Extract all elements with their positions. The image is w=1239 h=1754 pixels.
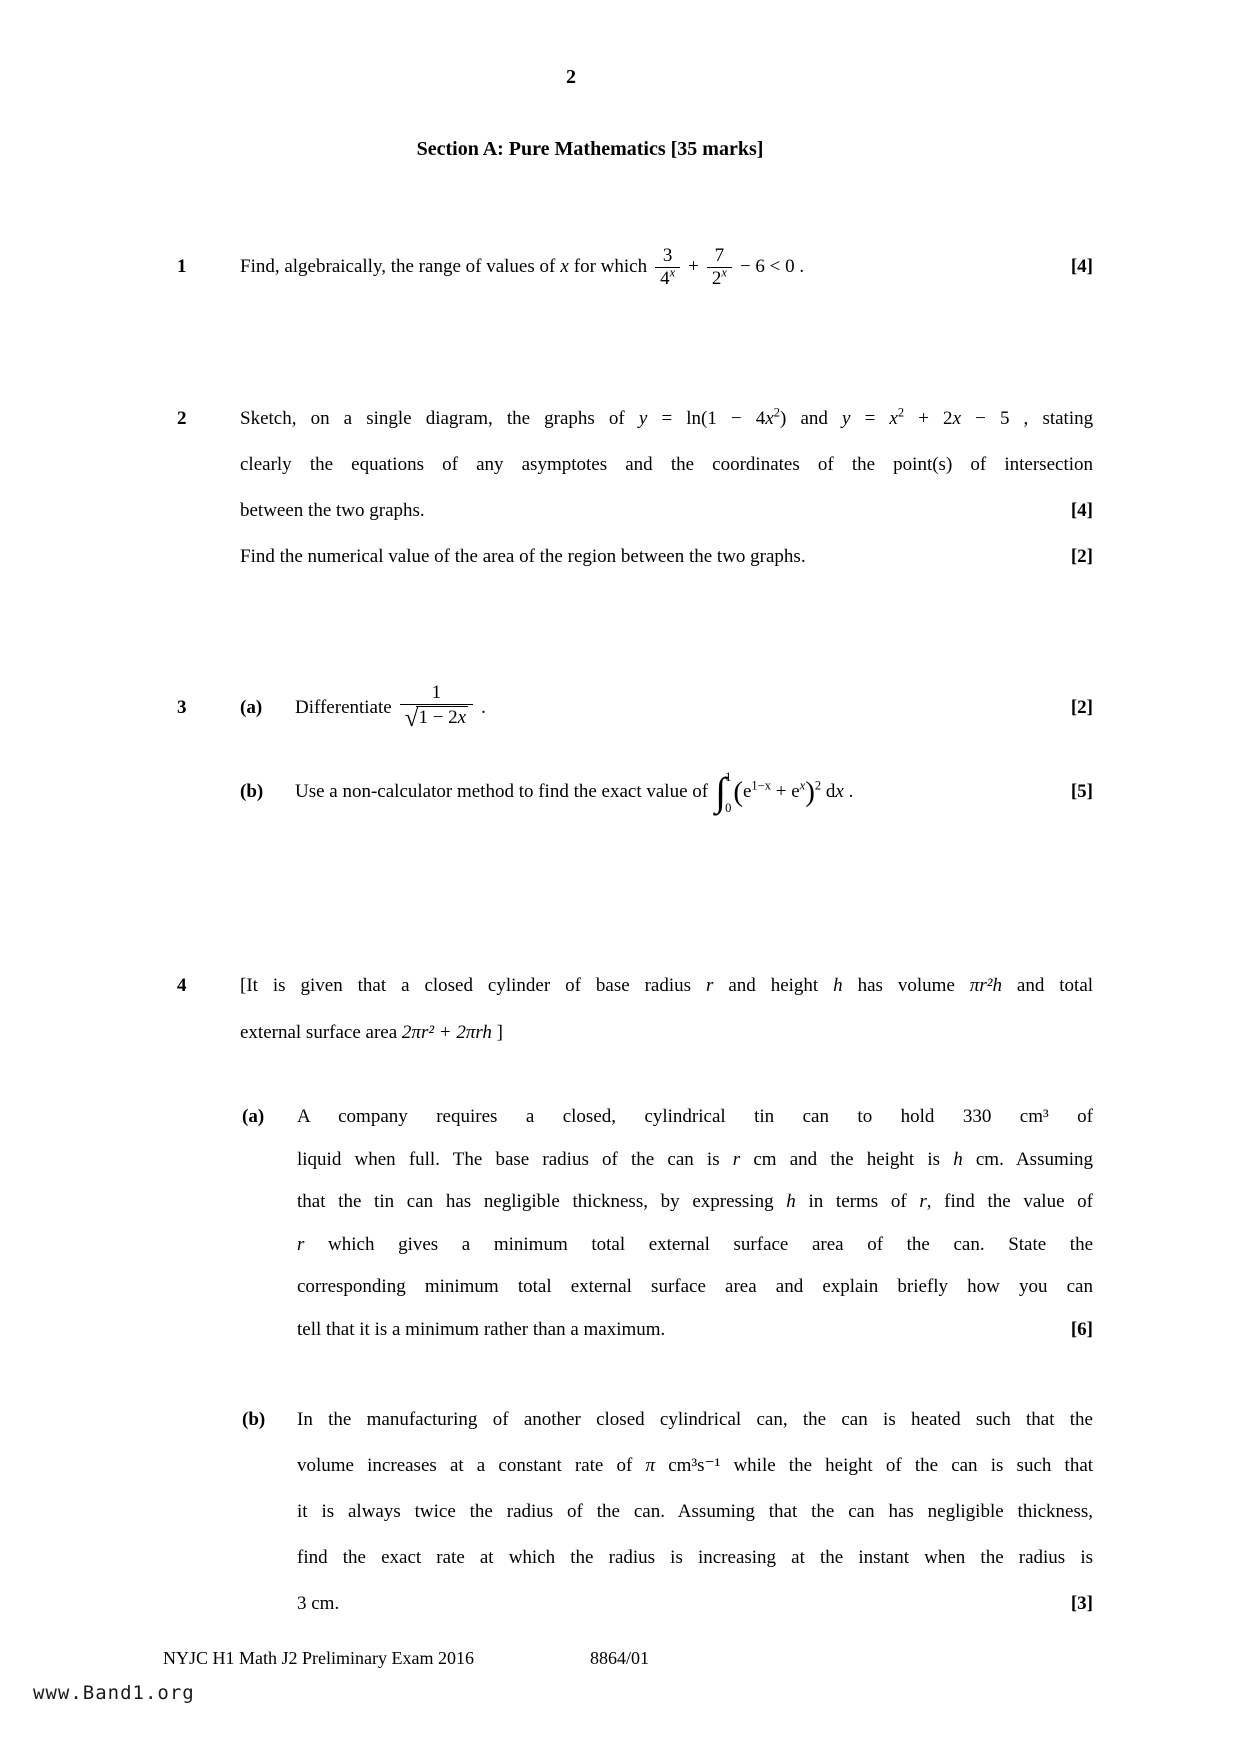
q4b-label: (b) xyxy=(242,1409,266,1430)
q4b-line1: In the manufacturing of another closed cylindrical can, the can is heated such that the xyxy=(297,1409,1093,1430)
q4a-l3b: in terms of xyxy=(808,1191,907,1212)
radicand-text: 1 − 2 xyxy=(418,707,458,729)
question-3a xyxy=(177,676,1093,740)
q2-var-x3: x xyxy=(952,408,961,429)
q4a-line3 xyxy=(297,1181,1093,1224)
q4b-l2a: volume increases at a constant rate of xyxy=(297,1455,633,1476)
close-paren: ) xyxy=(805,775,815,808)
q4a-line1: A company requires a closed, cylindrical tin can to hold 330 cm³ of xyxy=(297,1106,1093,1127)
q4a-line6 xyxy=(297,1309,1093,1352)
q4b-l5-text: 3 cm. xyxy=(297,1593,340,1614)
q2-line4 xyxy=(240,534,1093,580)
q4a-marks: [6] xyxy=(1070,1318,1093,1340)
radical-sign: √ xyxy=(404,705,419,733)
footer-paper-code: 8864/01 xyxy=(590,1648,650,1668)
question-4a xyxy=(177,1096,1093,1351)
q3a-text: Differentiate xyxy=(295,697,392,718)
q4a-var-h: h xyxy=(953,1148,963,1170)
page-number: 2 xyxy=(566,66,576,88)
integral-sign: ∫ xyxy=(715,769,727,814)
section-title: Section A: Pure Mathematics [35 marks] xyxy=(416,138,764,160)
question-1-number: 1 xyxy=(177,256,187,277)
e1-exponent: 1−x xyxy=(751,778,771,793)
q4a-line4 xyxy=(297,1224,1093,1267)
q4-intro-l1b: and height xyxy=(728,975,819,996)
q2-line1-post: stating xyxy=(1042,408,1094,429)
q2-tail2: − 5 , xyxy=(975,408,1029,429)
q1-inequality-tail: − 6 < 0 . xyxy=(739,256,805,277)
question-1 xyxy=(177,232,1093,302)
q4-intro-line2 xyxy=(240,1009,1093,1056)
watermark-url: www.Band1.org xyxy=(33,1682,195,1704)
q1-frac2-den-exponent: x xyxy=(721,265,727,280)
q2-var-x1: x xyxy=(765,408,774,429)
q3a-frac-numerator: 1 xyxy=(431,682,442,704)
radicand-var-x: x xyxy=(457,707,467,729)
q2-line4-text: Find the numerical value of the area of the region between the two graphs. xyxy=(240,546,806,567)
differential-d: d xyxy=(825,780,836,802)
integral-upper-limit: 1 xyxy=(725,769,732,784)
q2-marks-area: [2] xyxy=(1070,546,1093,567)
question-4b xyxy=(177,1397,1093,1627)
q2-var-y1: y xyxy=(638,408,648,429)
q1-marks: [4] xyxy=(1070,256,1093,277)
q1-text-mid: for which xyxy=(573,256,648,277)
q4a-line2 xyxy=(297,1139,1093,1182)
q2-var-x2: x xyxy=(889,408,898,429)
q4a-l2c: cm. Assuming xyxy=(975,1148,1094,1170)
q4a-l4: which gives a minimum total external surface area of the can. State the xyxy=(328,1233,1094,1255)
q4b-line3: it is always twice the radius of the can. Assuming that the can has negligible thickness, xyxy=(297,1501,1093,1522)
page-footer xyxy=(0,1648,1239,1670)
open-paren: ( xyxy=(733,775,743,808)
q4a-var-r3: r xyxy=(297,1233,305,1255)
q4b-line2 xyxy=(297,1443,1093,1489)
q4-intro-l2a: external surface area xyxy=(240,1022,398,1043)
q4-intro-l1c: has volume xyxy=(857,975,955,996)
q2-open-paren: ( xyxy=(701,408,708,429)
q2-sup1: 2 xyxy=(773,405,780,420)
q4-intro-l2b: ] xyxy=(496,1022,503,1043)
q4-volume-formula: πr²h xyxy=(969,975,1002,996)
plus-operator: + xyxy=(775,780,787,802)
q4a-line5: corresponding minimum total external surface area and explain briefly how you can xyxy=(297,1276,1093,1297)
q4a-l2a: liquid when full. The base radius of the can is xyxy=(297,1148,720,1170)
footer-exam-title: NYJC H1 Math J2 Preliminary Exam 2016 xyxy=(163,1648,474,1668)
q2-inner1: 1 − 4 xyxy=(707,408,766,429)
q3a-fraction xyxy=(400,682,473,734)
q4b-marks: [3] xyxy=(1070,1593,1093,1614)
q4a-var-h2: h xyxy=(786,1191,796,1212)
q2-var-y2: y xyxy=(842,408,851,429)
q4-var-h: h xyxy=(833,975,843,996)
question-2 xyxy=(177,396,1093,580)
q1-fraction-1 xyxy=(655,245,680,290)
q1-text-pre: Find, algebraically, the range of values of xyxy=(240,256,556,277)
q2-and: and xyxy=(800,408,828,429)
q2-line3-text: between the two graphs. xyxy=(240,500,425,521)
q1-frac2-numerator: 7 xyxy=(714,244,725,266)
e2-base: e xyxy=(791,780,800,802)
e1-base: e xyxy=(742,780,752,802)
q1-frac1-numerator: 3 xyxy=(662,244,673,266)
q3a-period: . xyxy=(481,697,486,718)
q1-frac2-denominator xyxy=(707,267,732,290)
question-4-intro xyxy=(177,962,1093,1056)
q4b-l2c: while the height of the can is such that xyxy=(733,1455,1094,1476)
q2-eq2: = xyxy=(864,408,876,429)
q1-frac1-denominator xyxy=(655,267,680,290)
q4b-pi: π xyxy=(645,1455,656,1476)
integral-lower-limit: 0 xyxy=(725,800,732,815)
q4a-l2b: cm and the height is xyxy=(753,1148,941,1170)
q1-var-x: x xyxy=(560,256,569,277)
integral-symbol xyxy=(715,769,731,816)
integral-limits xyxy=(725,769,731,816)
q4-intro-line1 xyxy=(240,962,1093,1009)
q1-frac2-den-base: 2 xyxy=(711,267,722,289)
q3a-frac-denominator xyxy=(400,704,473,734)
q3b-label: (b) xyxy=(240,781,264,802)
differential-x: x xyxy=(835,780,844,802)
q4b-line4: find the exact rate at which the radius is increasing at the instant when the radius is xyxy=(297,1547,1093,1568)
q2-sup2: 2 xyxy=(897,405,905,420)
q4-surface-area-formula: 2πr² + 2πrh xyxy=(401,1022,492,1043)
square-exponent: 2 xyxy=(814,778,822,793)
question-3b xyxy=(177,760,1093,824)
q4a-l3c: , find the value of xyxy=(926,1191,1094,1212)
q2-line1-pre: Sketch, on a single diagram, the graphs of xyxy=(240,408,625,429)
q2-line2: clearly the equations of any asymptotes and the coordinates of the point(s) of intersection xyxy=(240,454,1093,475)
q1-frac1-den-base: 4 xyxy=(660,267,670,289)
q2-eq-ln: = ln xyxy=(661,408,702,429)
question-2-number: 2 xyxy=(177,408,187,429)
q1-frac1-den-exponent: x xyxy=(669,265,676,280)
q1-fraction-2 xyxy=(707,245,732,290)
q4-intro-l1d: and total xyxy=(1016,975,1094,996)
q2-marks-sketch: [4] xyxy=(1070,500,1093,521)
q4a-var-r: r xyxy=(732,1148,741,1170)
e2-exponent: x xyxy=(799,778,806,793)
radicand xyxy=(416,706,468,728)
q4a-l3a: that the tin can has negligible thickness, by expressing xyxy=(297,1191,774,1212)
sqrt-expression xyxy=(404,705,468,733)
q2-line1 xyxy=(240,396,1093,442)
q2-line3 xyxy=(240,488,1093,534)
q3b-integral-expression xyxy=(713,769,853,816)
q4b-line5 xyxy=(297,1581,1093,1627)
q3a-label: (a) xyxy=(240,697,263,718)
q4b-rate-units: cm³s⁻¹ xyxy=(668,1455,721,1476)
q3b-marks: [5] xyxy=(1070,781,1093,802)
q4-var-r: r xyxy=(705,975,714,996)
question-3-number: 3 xyxy=(177,697,187,718)
q4a-l6-text: tell that it is a minimum rather than a maximum. xyxy=(297,1318,666,1340)
q2-mid2: + 2 xyxy=(918,408,953,429)
q4a-label: (a) xyxy=(242,1106,265,1127)
q1-plus-operator: + xyxy=(688,256,699,277)
q3b-text: Use a non-calculator method to find the exact value of xyxy=(295,781,709,802)
q4a-var-r2: r xyxy=(919,1191,927,1212)
q4-intro-l1a: [It is given that a closed cylinder of base radius xyxy=(240,975,692,996)
question-4-number: 4 xyxy=(177,975,187,996)
q3b-period: . xyxy=(848,780,854,802)
q2-close-paren: ) xyxy=(780,408,787,429)
q3a-marks: [2] xyxy=(1070,697,1093,718)
